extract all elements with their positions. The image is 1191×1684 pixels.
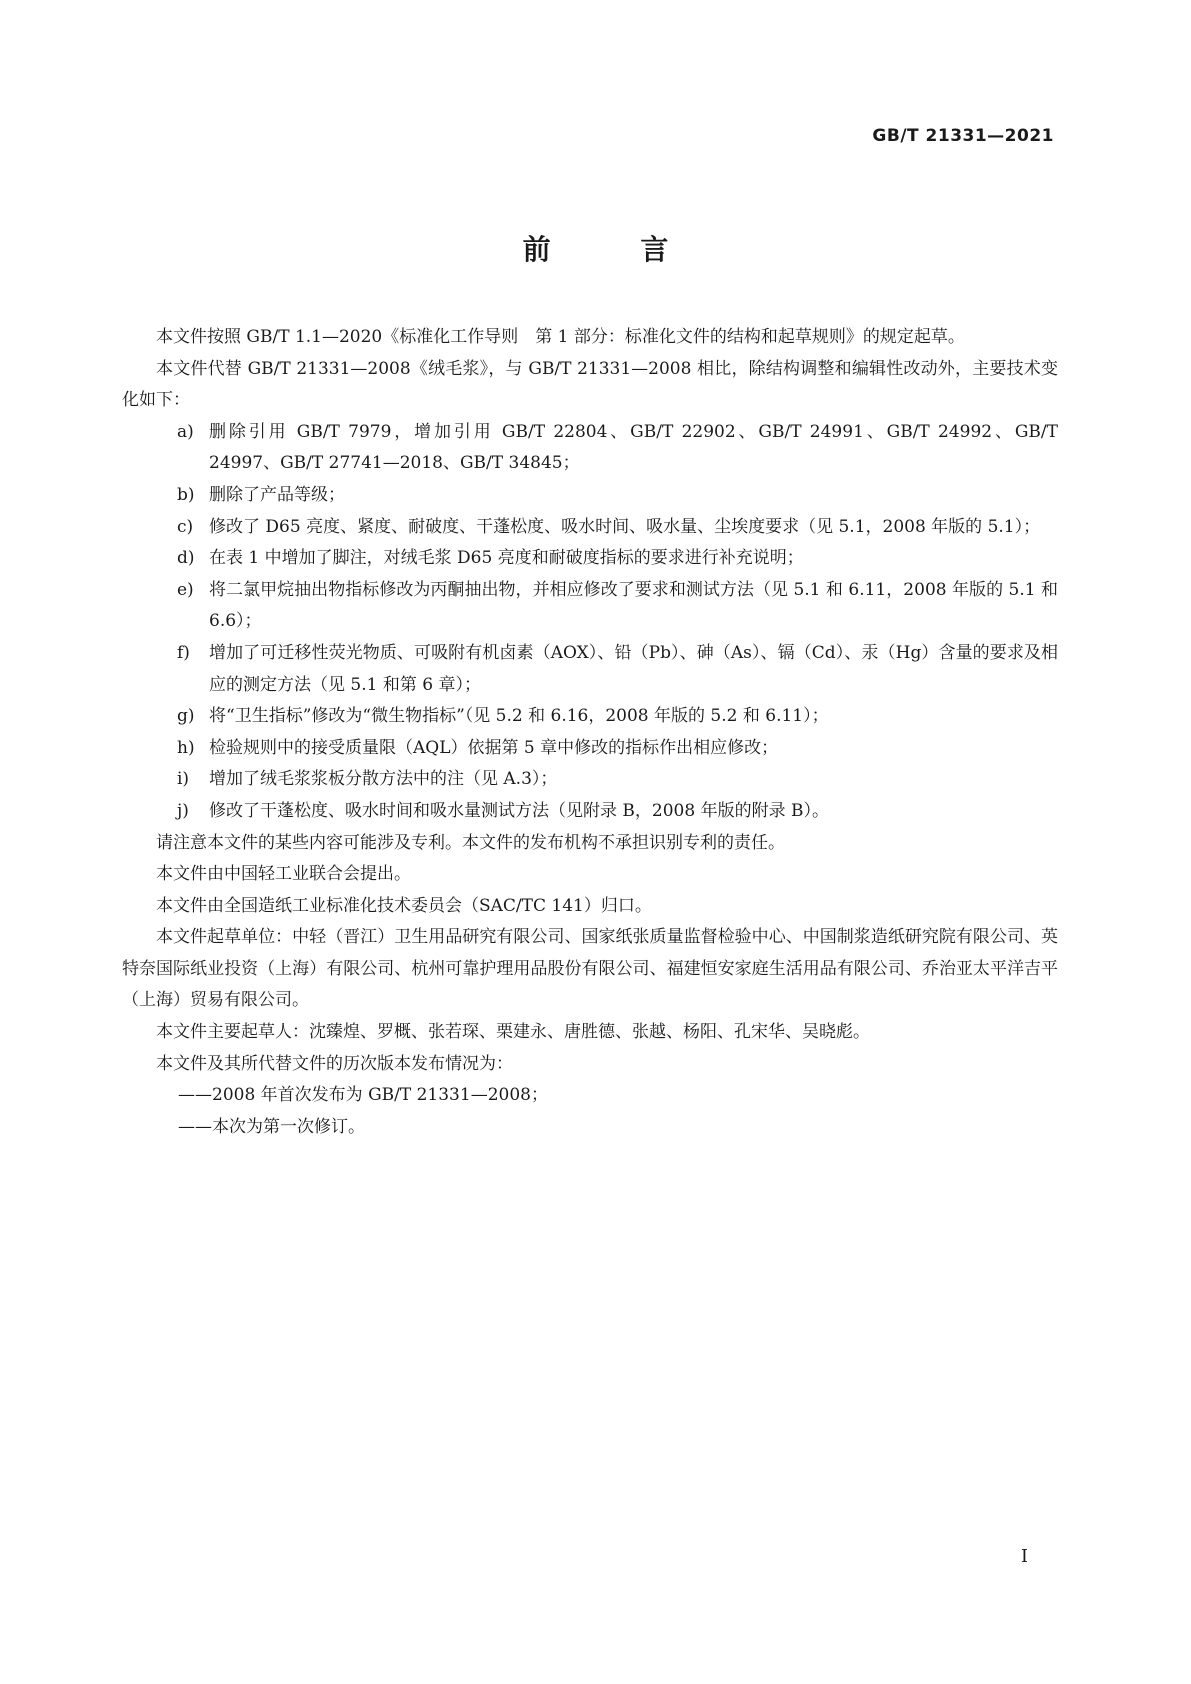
list-item-text: 删除引用 GB/T 7979，增加引用 GB/T 22804、GB/T 22902、GB/T 24991、GB/T 24992、GB/T 24997、GB/T 27741—2018、GB/T 34845； [209,421,1058,474]
list-item-text: 在表 1 中增加了脚注，对绒毛浆 D65 亮度和耐破度指标的要求进行补充说明； [209,548,804,569]
list-item-text: 增加了可迁移性荧光物质、可吸附有机卤素（AOX）、铅（Pb）、砷（As）、镉（Cd）、汞（Hg）含量的要求及相应的测定方法（见 5.1 和第 6 章）； [209,642,1058,695]
list-item-text: 将“卫生指标”修改为“微生物指标”（见 5.2 和 6.16，2008 年版的 5.2 和 6.11）； [209,706,829,727]
committee-paragraph: 本文件由全国造纸工业标准化技术委员会（SAC/TC 141）归口。 [156,895,652,916]
page-title: 前 言 [522,233,709,266]
list-marker: c) [177,516,194,537]
list-marker: j) [177,800,189,821]
list-item-text: 增加了绒毛浆浆板分散方法中的注（见 A.3）； [209,769,558,790]
intro-paragraph: 本文件代替 GB/T 21331—2008《绒毛浆》，与 GB/T 21331—2008 相比，除结构调整和编辑性改动外，主要技术变化如下： [122,358,1058,411]
list-marker: a) [177,421,194,442]
list-marker: i) [177,769,190,790]
list-marker: f) [177,642,190,663]
list-item [122,417,1058,480]
list-marker: d) [177,548,195,569]
list-item-text: 修改了 D65 亮度、紧度、耐破度、干蓬松度、吸水时间、吸水量、尘埃度要求（见 5.1，2008 年版的 5.1）； [209,516,1041,537]
intro-paragraph: 本文件按照 GB/T 1.1—2020《标准化工作导则 第 1 部分：标准化文件的结构和起草规则》的规定起草。 [156,327,965,347]
list-item [122,796,1058,828]
list-item [122,764,1058,796]
page-number: I [1020,1546,1028,1567]
list-item [122,480,1058,512]
list-item-text: 删除了产品等级； [209,484,345,505]
list-item [122,512,1058,544]
list-item-text: 将二氯甲烷抽出物指标修改为丙酮抽出物，并相应修改了要求和测试方法（见 5.1 和 6.11，2008 年版的 5.1 和 6.6）； [209,579,1058,632]
list-marker: b) [177,484,195,505]
list-marker: h) [177,737,195,758]
history-item: ——2008 年首次发布为 GB/T 21331—2008； [178,1085,548,1106]
patent-notice: 请注意本文件的某些内容可能涉及专利。本文件的发布机构不承担识别专利的责任。 [156,832,785,853]
list-item [122,638,1058,701]
standard-code: GB/T 21331—2021 [872,126,1054,146]
list-item-text: 修改了干蓬松度、吸水时间和吸水量测试方法（见附录 B，2008 年版的附录 B）。 [209,800,829,821]
changes-list [122,417,1058,828]
drafting-units-paragraph: 本文件起草单位：中轻（晋江）卫生用品研究有限公司、国家纸张质量监督检验中心、中国制浆造纸研究院有限公司、英特奈国际纸业投资（上海）有限公司、杭州可靠护理用品股份有限公司、福建恒安家庭生活用品有限公司、乔治亚太平洋吉平（上海）贸易有限公司。 [122,927,1058,1011]
list-item [122,575,1058,638]
list-item [122,701,1058,733]
history-intro-paragraph: 本文件及其所代替文件的历次版本发布情况为： [156,1053,513,1074]
list-marker: e) [177,579,194,600]
proposer-paragraph: 本文件由中国轻工业联合会提出。 [156,864,411,885]
drafters-paragraph: 本文件主要起草人：沈臻煌、罗概、张若琛、栗建永、唐胜德、张越、杨阳、孔宋华、吴晓彪。 [156,1022,870,1043]
foreword-body [122,322,1058,1143]
history-item: ——本次为第一次修订。 [178,1116,365,1137]
list-item [122,543,1058,575]
list-marker: g) [177,706,195,727]
list-item [122,733,1058,765]
list-item-text: 检验规则中的接受质量限（AQL）依据第 5 章中修改的指标作出相应修改； [209,737,779,758]
